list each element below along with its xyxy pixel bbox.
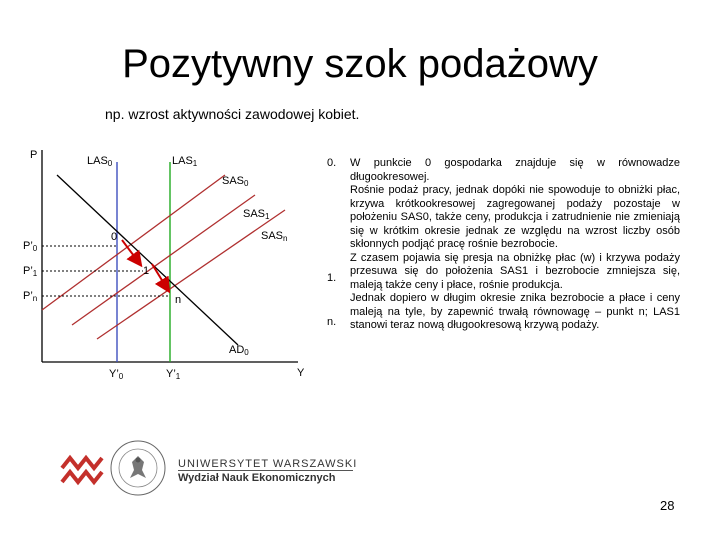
faculty-logo-icon [58,440,108,490]
p0-label: $P’_0$ [23,240,38,253]
axis-p-label: P [30,149,38,161]
page-number: 28 [660,498,675,513]
item-n-paragraph [350,292,680,333]
item-0-text: W punkcie 0 gospodarka znajduje się w równowadze długookresowej. [350,157,680,183]
las0-label: $LAS_0$ [87,155,113,168]
item-0-text-2: Rośnie podaż pracy, jednak dopóki nie spowoduje to obniżki płac, krzywa krótkookresowej zagregowanej podaży pozostaje w położeniu SAS0, także ceny, produkcja i zatrudnienie nie zmieniają się w krótkim okresie jednak ze względu na wzrost liczby osób skłonnych podjąć pracę rośnie bezrobocie. [350,184,680,250]
item-n-number: n. [327,316,337,328]
point-n-label: n [175,294,182,306]
point-1-label: 1 [143,265,150,277]
slide-subtitle: np. wzrost aktywności zawodowej kobiet. [105,106,360,122]
item-n-text: Jednak dopiero w długim okresie znika bezrobocie a płace i ceny maleją na tyle, by zapewnić trwałą równowagę – punkt n; LAS1 stanowi teraz nową długookresową krzywą podaży. [350,292,680,331]
item-0-number: 0. [327,157,337,169]
item-0-paragraph-2 [350,184,680,252]
sas1-label: $SAS_1$ [243,208,270,221]
item-0-paragraph [350,157,680,184]
point-0-label: 0 [111,231,118,243]
item-1-text: Z czasem pojawia się presja na obniżkę płac (w) i krzywa podaży przesuwa się do położenia SAS1 i bezrobocie zmniejsza się, maleją także ceny i płace, rośnie produkcja. [350,251,680,291]
university-name: UNIWERSYTET WARSZAWSKI [178,458,358,470]
item-1-paragraph [350,252,680,293]
university-seal-icon [108,438,168,498]
faculty-name: Wydział Nauk Ekonomicznych [178,472,336,484]
las1-label: $LAS_1$ [172,155,198,168]
slide-title: Pozytywny szok podażowy [122,42,598,86]
item-1-number: 1. [327,272,337,284]
ad0-label: $AD_0$ [229,344,249,357]
y1-label: $Y’_1$ [166,368,181,381]
sas0-label: $SAS_0$ [222,175,249,188]
y0-label: $Y’_0$ [109,368,124,381]
footer-divider [178,470,353,471]
sasn-curve [97,210,288,339]
p1-label: $P’_1$ [23,265,38,278]
explanation-block [350,157,680,333]
sasn-label: $SAS_n$ [261,230,288,243]
sas0-curve [42,175,225,310]
axis-y-label: Y [297,367,305,379]
pn-label: $P’_n$ [23,290,38,303]
ad0-curve [57,175,238,345]
